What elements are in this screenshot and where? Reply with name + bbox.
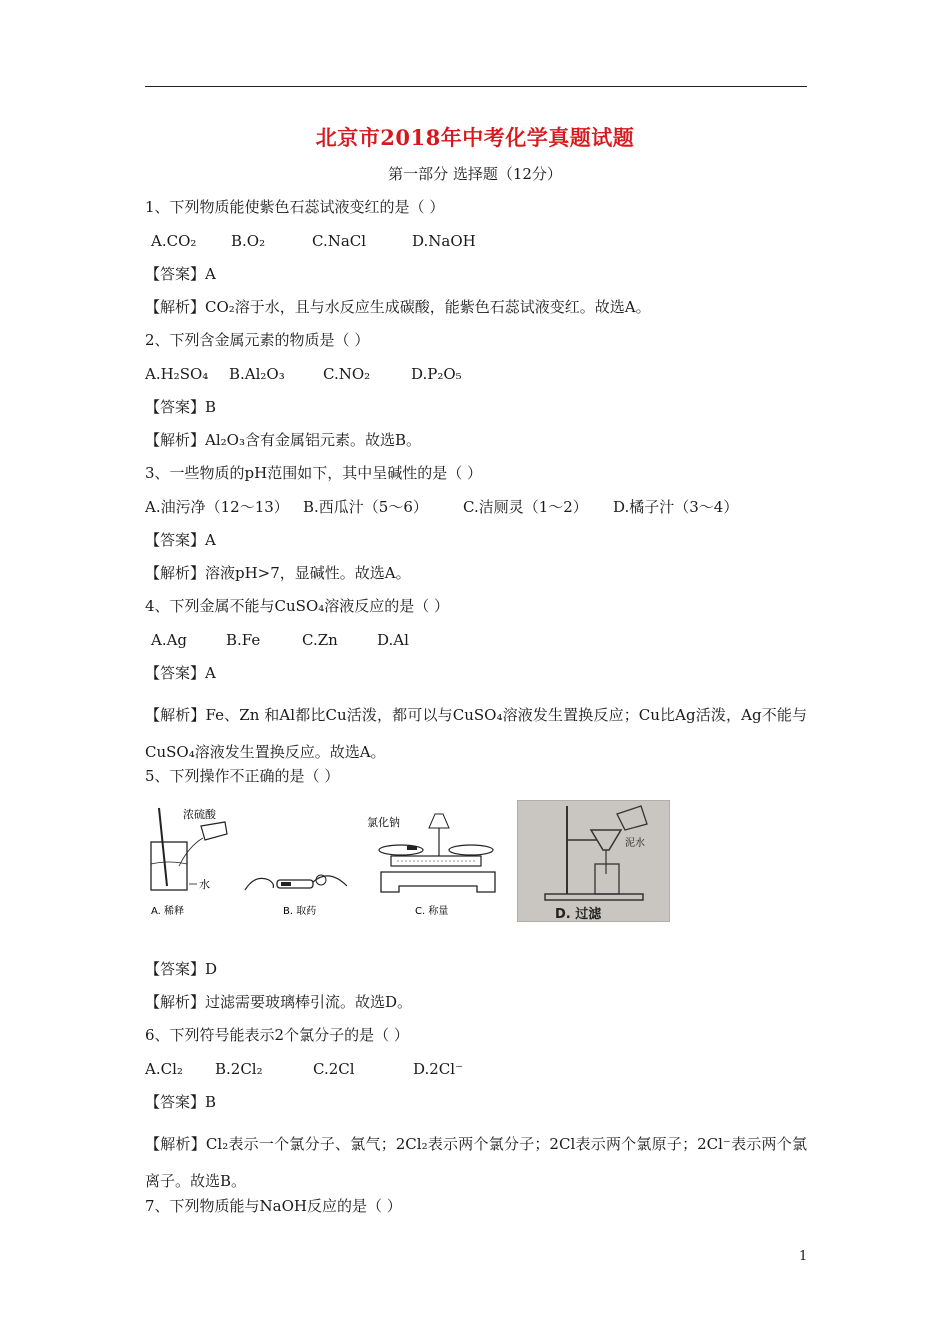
question-4-options <box>151 630 409 650</box>
figure-c-weighing <box>367 800 507 922</box>
question-2-analysis: 【解析】Al₂O₃含有金属铝元素。故选B。 <box>145 431 421 449</box>
question-6-answer: 【答案】B <box>145 1093 217 1111</box>
option-c: C.NaCl <box>312 232 367 250</box>
option-b: B.O₂ <box>231 232 266 250</box>
figure-a-caption: A. 稀释 <box>151 906 185 917</box>
option-c: C.2Cl <box>313 1060 355 1078</box>
question-5-figures <box>145 800 670 922</box>
option-b: B.2Cl₂ <box>215 1060 263 1078</box>
figure-c-label: 氯化钠 <box>367 816 400 829</box>
question-1-options <box>151 231 476 251</box>
option-c: C.洁厕灵（1～2） <box>463 498 588 516</box>
figure-a-diluting <box>145 800 237 922</box>
question-1-answer: 【答案】A <box>145 265 216 283</box>
question-6-options <box>145 1059 463 1079</box>
question-3-answer: 【答案】A <box>145 531 216 549</box>
section-subtitle: 第一部分 选择题（12分） <box>388 165 562 183</box>
question-4-analysis: 【解析】Fe、Zn 和Al都比Cu活泼，都可以与CuSO₄溶液发生置换反应；Cu比Ag活泼，Ag不能与CuSO₄溶液发生置换反应。故选A。 <box>145 706 807 761</box>
option-b: B.Fe <box>226 631 261 649</box>
question-7-stem: 7、下列物质能与NaOH反应的是（ ） <box>145 1197 402 1215</box>
option-c: C.NO₂ <box>323 365 371 383</box>
option-a: A.Ag <box>151 631 188 649</box>
option-d: D.NaOH <box>412 232 476 250</box>
figure-d-label: 泥水 <box>625 838 645 849</box>
option-a: A.油污净（12～13） <box>145 498 289 516</box>
question-1-stem: 1、下列物质能使紫色石蕊试液变红的是（ ） <box>145 198 445 216</box>
option-a: A.CO₂ <box>151 232 197 250</box>
figure-d-caption: D. 过滤 <box>555 907 602 922</box>
figure-d-filtration <box>517 800 670 922</box>
question-1-analysis: 【解析】CO₂溶于水，且与水反应生成碳酸，能紫色石蕊试液变红。故选A。 <box>145 298 651 316</box>
figure-b-taking-solid <box>243 800 353 922</box>
question-2-stem: 2、下列含金属元素的物质是（ ） <box>145 331 370 349</box>
page-title: 北京市2018年中考化学真题试题 <box>315 125 635 150</box>
question-6-stem: 6、下列符号能表示2个氯分子的是（ ） <box>145 1026 409 1044</box>
option-d: D.2Cl⁻ <box>413 1060 463 1078</box>
question-2-answer: 【答案】B <box>145 398 217 416</box>
figure-b-caption: B. 取药 <box>283 906 317 917</box>
option-d: D.P₂O₅ <box>411 365 462 383</box>
question-3-analysis: 【解析】溶液pH>7，显碱性。故选A。 <box>145 564 411 582</box>
header-rule <box>145 86 807 87</box>
page-number: 1 <box>799 1249 808 1264</box>
option-d: D.橘子汁（3～4） <box>613 498 739 516</box>
question-3-stem: 3、一些物质的pH范围如下，其中呈碱性的是（ ） <box>145 464 482 482</box>
figure-a-label: 浓硫酸 <box>183 808 216 821</box>
option-b: B.Al₂O₃ <box>229 365 285 383</box>
question-6-analysis: 【解析】Cl₂表示一个氯分子、氯气；2Cl₂表示两个氯分子；2Cl表示两个氯原子；2Cl⁻表示两个氯离子。故选B。 <box>145 1135 807 1190</box>
question-2-options <box>145 364 462 384</box>
question-4-stem: 4、下列金属不能与CuSO₄溶液反应的是（ ） <box>145 597 450 615</box>
option-a: A.Cl₂ <box>145 1060 183 1078</box>
question-5-stem: 5、下列操作不正确的是（ ） <box>145 767 340 785</box>
question-5-answer: 【答案】D <box>145 960 218 978</box>
figure-c-caption: C. 称量 <box>415 906 449 917</box>
question-4-answer: 【答案】A <box>145 664 216 682</box>
option-c: C.Zn <box>302 631 338 649</box>
question-3-options <box>145 497 738 517</box>
option-d: D.Al <box>377 631 409 649</box>
figure-a-water-label: 水 <box>199 878 210 891</box>
option-a: A.H₂SO₄ <box>145 365 209 383</box>
question-5-analysis: 【解析】过滤需要玻璃棒引流。故选D。 <box>145 993 413 1011</box>
option-b: B.西瓜汁（5～6） <box>303 498 428 516</box>
